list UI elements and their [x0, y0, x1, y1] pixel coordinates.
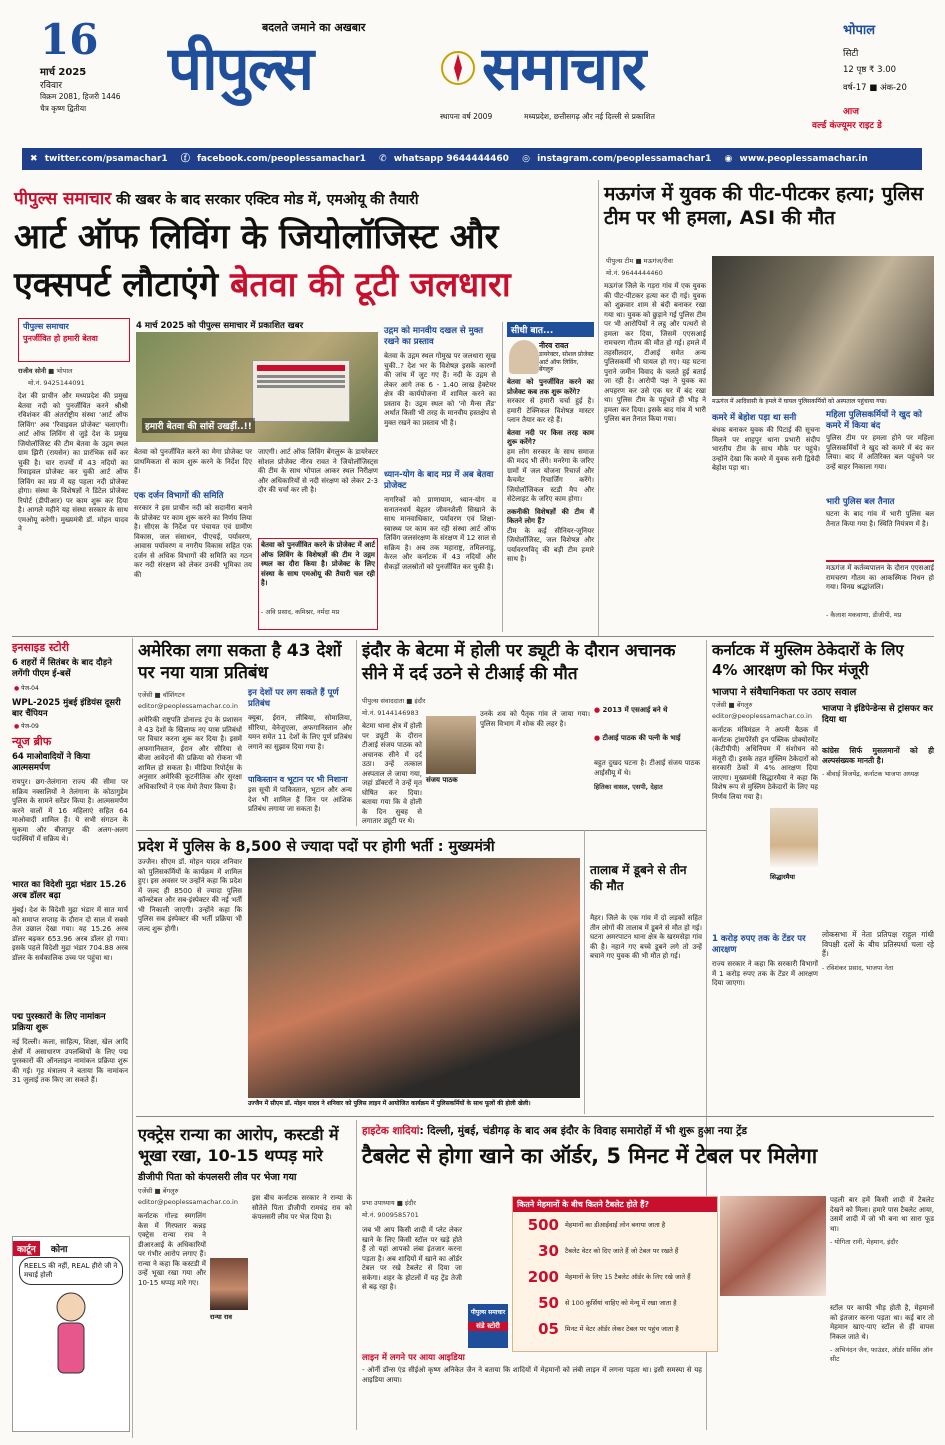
- logo-emblem: [438, 48, 478, 88]
- karnataka-quote-1-box: [822, 746, 934, 866]
- today-event: वर्ल्ड कंज्यूमर राइट डे: [812, 121, 882, 131]
- tablet-kicker-label: हाइटेक शादियां: [362, 1125, 420, 1137]
- lead-kicker-brand: पीपुल्स समाचार: [14, 189, 112, 209]
- date-weekday: रविवार: [40, 81, 63, 91]
- talab-headline: तालाब में डूबने से तीन की मौत: [590, 863, 687, 893]
- karnataka-subhead: भाजपा ने संवैधानिकता पर उठाए सवाल: [712, 687, 857, 698]
- tablet-quote-2-box: [830, 1304, 934, 1428]
- tablet-quote-2-by: - अभिनंदन जैन, फाउंडर, ऑर्डर सर्विस ऑन सीट: [830, 1346, 933, 1363]
- infographic-title: कितने मेहमानों के बीच कितने टैबलेट होते हैं?: [513, 1197, 717, 1212]
- tablet-quote-1-by: - योगिता रानी, मेहमान, इंदौर: [830, 1238, 899, 1246]
- karnataka-byline: एजेंसी ■ बेंगलुरु: [712, 701, 753, 709]
- lead-body-5: बेतवा के उद्गम स्थल गोमुख पर जलधारा सूख चुकी..? देश भर के विशेषज्ञ इसके कारणों की जांच में जुट गए हैं। नदी के उद्गम से लेकर आगे तक 6 - 1.40 लाख हेक्टेयर क्षेत्र की कार्ययोजना में शामिल करने का प्रस्ताव है। उद्गम स्थल को 'नो मैन्स लैंड' अर्थात किसी भी तरह के मानवीय हस्तक्षेप से मुक्त रखने का प्रस्ताव भी है।: [384, 352, 496, 427]
- tablet-kicker: [362, 1124, 748, 1138]
- tablet-quote-1: पहली बार हमें किसी शादी में टैबलेट देखने को मिला। हमारे पास टैबलेट आया, उसमें शादी में जो भी बना था सारा फूड था।: [830, 1196, 934, 1233]
- date-month: मार्च 2025: [40, 67, 87, 78]
- mauganj-body-3: पुलिस टीम पर हमला होने पर महिला पुलिसकर्मियों ने खुद को कमरे में बंद कर लिया। बाद में अतिरिक्त बल पहुंचने पर उन्हें बाहर निकाला गया।: [826, 434, 934, 471]
- mauganj-sub-3: भारी पुलिस बल तैनात: [826, 497, 895, 507]
- tablet-sub: लाइन में लगने पर आया आइडिया: [362, 1353, 465, 1363]
- infographic-rows: [513, 1212, 717, 1342]
- web-icon: ◉: [724, 154, 733, 164]
- infographic-label: मेहमानों के लिए 15 टैबलेट ऑर्डर के लिए रखे जाते हैं: [565, 1273, 691, 1281]
- lead-headline-2b: बेतवा की टूटी जलधारा: [229, 265, 511, 305]
- indore-photo: [426, 716, 476, 774]
- karnataka-sidebox: भाजपा ने इंडिपेन्डेन्स से ट्रांसफर कर दिया था: [822, 704, 933, 725]
- tablet-kicker-rest: : दिल्ली, मुंबई, चंडीगढ़ के बाद अब इंदौर के विवाह समारोहों में भी शुरू हुआ नया ट्रेंड: [419, 1125, 748, 1137]
- mauganj-quote: मऊगंज में कर्तव्यपालन के दौरान एएसआई रामचरण गौतम का आकस्मिक निधन हो गया। विनम्र श्रद्धांजलि।: [826, 564, 934, 591]
- lead-body-6: नागरिकों को प्राणायाम, ध्यान-योग व सनातनधर्म बेहतर जीवनशैली सिखाने के साथ मानवाधिकार, पर्यावरण एवं शिक्षा-स्वास्थ्य पर काम कर रही संस्था आर्ट ऑफ लिविंग जलसंरक्षण के संरक्षण में 12 साल से सक्रिय है। अब तक महाराष्ट्र, तमिलनाडु, केरल और कर्नाटक में 43 नदियों और सैकड़ों जलस्रोतों को पुनर्जीवित कर चुकी है।: [384, 496, 496, 571]
- masthead: [0, 0, 945, 146]
- lead-highlight: [258, 538, 378, 630]
- cartoon-corner: कोना: [50, 1245, 68, 1255]
- brief-header: न्यूज ब्रीफ: [12, 735, 52, 748]
- tablet-photo: [720, 1196, 826, 1296]
- qa-header: सीधी बात...: [507, 322, 594, 337]
- mauganj-headline: मऊगंज में युवक की पीट-पीटकर हत्या; पुलिस टीम पर भी हमला, ASI की मौत: [604, 183, 924, 229]
- infographic-value: 200: [527, 1268, 559, 1286]
- ranya-headline: एक्ट्रेस रान्या का आरोप, कस्टडी में भूखा रखा, 10-15 थप्पड़ मारे: [138, 1125, 339, 1165]
- facebook-icon: ⓕ: [180, 154, 190, 164]
- lead-logo-tag: पुनर्जीवित हो हमारी बेतवा: [23, 334, 98, 343]
- instagram-icon: ◎: [522, 154, 530, 164]
- date-day: 16: [40, 15, 99, 64]
- facebook-link[interactable]: facebook.com/peoplessamachar1: [197, 154, 366, 164]
- indore-body: बेटमा थाना क्षेत्र में होली पर ड्यूटी के दौरान टीआई संजय पाठक को अचानक सीने में दर्द उठा। उन्हें तत्काल अस्पताल ले जाया गया, जहां डॉक्टरों ने उन्हें मृत घोषित कर दिया। बताया गया कि वे होली के दिन सुबह से लगातार ड्यूटी पर थे।: [362, 722, 422, 825]
- lead-logo-small: पीपुल्स समाचार: [23, 322, 69, 331]
- indore-byline: पीपुल्स संवाददाता ■ इंदौर: [362, 697, 426, 705]
- tablet-byline: प्रभा उपाध्याय ■ इंदौर: [362, 1199, 416, 1207]
- brief-3-body: नई दिल्ली। कला, साहित्य, शिक्षा, खेल आदि क्षेत्रों में असाधारण उपलब्धियों के लिए पद्म पुरस्कारों की ऑनलाइन नामांकन प्रक्रिया शुरू की गई। गृह मंत्रालय ने बताया कि नामांकन 31 जुलाई तक किए जा सकते हैं।: [12, 1038, 128, 1084]
- lead-body-3: सरकार ने इस प्राचीन नदी को सदानीरा बनाने के प्रोजेक्ट पर काम शुरू करने का निर्णय लिया है। सीएस के निर्देश पर पंचायत एवं ग्रामीण विकास, जल संसाधन, पीएचई, पर्यावरण, आवास पर्यावरण व नगरीय विकास सहित एक दर्जन से अधिक विभागों की समिति का गठन कर नदी संरक्षण को लेकर उनकी भूमिका तय की: [134, 504, 252, 579]
- recruitment-caption: उज्जैन में सीएम डॉ. मोहन यादव ने शनिवार को पुलिस लाइन में आयोजित कार्यक्रम में पुलिसकर्मियों के साथ फूलों की होली खेली।: [248, 1100, 531, 1107]
- recruitment-photo: [248, 858, 580, 1098]
- karnataka-sub: 1 करोड़ रुपए तक के टेंडर पर आरक्षण: [712, 934, 806, 955]
- lead-logo-box: [18, 318, 130, 362]
- published: मध्यप्रदेश, छत्तीसगढ़ और नई दिल्ली से प्रकाशित: [524, 112, 655, 121]
- mauganj-body-2: बंधक बनाकर युवक की पिटाई की सूचना मिलने पर शाहपुर थाना प्रभारी संदीप भारतीय टीम के साथ मौके पर पहुंचे। उन्होंने देखा कि कमरे में युवक सनी द्विवेदी बेहोश पड़ा था।: [712, 426, 820, 472]
- karnataka-quote-1: कांग्रेस सिर्फ मुसलमानों को ही अल्पसंख्यक मानती है।: [822, 746, 934, 765]
- mauganj-quote-by: - कैलाश मकवाणा, डीजीपी, मप्र: [826, 611, 902, 619]
- tablet-box-tag: संडे स्टोरी: [468, 1322, 508, 1331]
- twitter-link[interactable]: twitter.com/psamachar1: [44, 154, 168, 164]
- founded: स्थापना वर्ष 2009: [440, 112, 493, 121]
- whatsapp-icon: ✆: [379, 154, 387, 164]
- america-email[interactable]: editor@peoplessamachar.co.in: [138, 702, 238, 710]
- lead-author: राजीव सोनी ■ भोपाल: [18, 367, 73, 375]
- inside-header: इनसाइड स्टोरी: [12, 641, 69, 654]
- infographic-row: [513, 1290, 717, 1316]
- infographic-row: [513, 1238, 717, 1264]
- karnataka-body: कर्नाटक मंत्रिमंडल ने अपनी बैठक में कर्नाटक ट्रांसपेरेंसी इन पब्लिक प्रोक्योरमेंट (केटीपीपी) अधिनियम में संशोधन को मंजूरी दी। इसके तहत मुस्लिम ठेकेदारों को सरकारी ठेकों में 4% आरक्षण दिया जाएगा। मुख्यमंत्री सिद्धारमैया ने कहा कि विशेष रूप से मुस्लिम ठेकेदारों के लिए यह निर्णय लिया गया है।: [712, 726, 818, 801]
- karnataka-quote-2: लोकसभा में नेता प्रतिपक्ष राहुल गांधी विपक्षी दलों के बीच प्रतिस्पर्धा चला रहे हैं।: [822, 930, 934, 958]
- cartoon-figure: [46, 1289, 96, 1379]
- brief-1-body: रायपुर। छग-तेलंगाना राज्य की सीमा पर सक्रिय नक्सलियों ने तेलंगाना के कोठागुडेम पुलिस के सामने सरेंडर किया है। आत्मसमर्पण करने वालों में 16 महिलाएं सहित 64 माओवादी शामिल हैं। ये सभी संगठन के सुकमा और बीजापुर की अलग-अलग पदस्थियों में सक्रिय थे।: [12, 778, 128, 843]
- lead-sub-1: एक दर्जन विभागों की समिति: [134, 491, 224, 501]
- qa-a3: टीम के कई सीनियर-जूनियर जियोलॉजिस्ट, जल विशेषज्ञ और पर्यावरणविद् की बड़ी टीम हमारे साथ है।: [507, 526, 594, 563]
- indore-contact: मो.नं. 9144146983: [362, 709, 419, 717]
- mauganj-photo: [712, 256, 934, 396]
- lead-body-4: जाएगी। आर्ट ऑफ लिविंग बेंगलुरू के डायरेक्टर सोशल प्रोजेक्ट नीरव रावत ने जियोलॉजिस्ट्स की टीम के साथ भोपाल आकर स्थल निरीक्षण और अधिकारियों से नदी संरक्षण को लेकर 2-3 दौर की चर्चा कर ली है।: [258, 448, 378, 494]
- inside-item-1-page: ● पेज-04: [14, 684, 39, 692]
- tablet-box-brand: पीपुल्स समाचार: [470, 1309, 506, 1316]
- infographic-value: 05: [538, 1320, 559, 1338]
- mauganj-quote-box: [826, 560, 934, 630]
- america-body-3: इस सूची में पाकिस्तान, भूटान और अन्य देश भी शामिल हैं जिन पर आंशिक प्रतिबंध लगाया जा सकता है।: [248, 786, 352, 813]
- karnataka-body-2: राज्य सरकार ने कहा कि सरकारी विभागों में 1 करोड़ रुपए तक के टेंडर में आरक्षण दिया जाएगा।: [712, 960, 818, 987]
- brief-2-body: मुंबई। देश के विदेशी मुद्रा भंडार में सात मार्च को समाप्त सप्ताह के दौरान दो साल में सबसे तेज उछाल देखा गया। यह 15.26 अरब डॉलर बढ़कर 653.96 अरब डॉलर हो गया। इसके पहले विदेशी मुद्रा भंडार 704.88 अरब डॉलर के सर्वकालिक उच्च पर पहुंचा था।: [12, 906, 128, 962]
- lead-photo-caption-2: 4 मार्च 2025 को पीपुल्स समाचार में प्रकाशित खबर: [136, 321, 304, 331]
- karnataka-photo-name: सिद्धारमैया: [770, 873, 795, 881]
- indore-box-by: हितिका वासल, एसपी, देहात: [594, 783, 663, 791]
- mauganj-byline: पीपुल्स टीम ■ मऊगंज/रीवा: [606, 257, 673, 265]
- qa-q2: बेतवा नदी पर किस तरह काम शुरू करेंगे?: [507, 428, 594, 446]
- indore-box: [594, 706, 700, 826]
- indore-box-3: बहुत दुखद घटना है। टीआई संजय पाठक आईसीयू में थे।: [594, 759, 700, 777]
- lead-photo: [136, 332, 378, 442]
- lead-headline-1: आर्ट ऑफ लिविंग के जियोलॉजिस्ट और: [14, 217, 499, 257]
- pages: 12 पृष्ठ ₹ 3.00: [843, 65, 897, 75]
- karnataka-headline: कर्नाटक में मुस्लिम ठेकेदारों के लिए 4% आरक्षण को फिर मंजूरी: [712, 641, 904, 679]
- today-label: आज: [843, 107, 859, 117]
- cartoon-header: [13, 1237, 129, 1253]
- infographic-label: टैबलेट वेटर को दिए जाते हैं जो टेबल पर रखते हैं: [565, 1247, 679, 1255]
- lead-body-1: देश की प्राचीन और मध्यप्रदेश की प्रमुख बेतवा नदी को पुनर्जीवित करने श्रीश्री रविशंकर की अंतर्राष्ट्रीय संस्था 'आर्ट ऑफ लिविंग' अब 'रिवाइवल प्रोजेक्ट' चलाएगी। आर्ट ऑफ लिविंग से जुड़े देश के प्रमुख जियोलॉजिस्ट की टीम बेतवा के उद्गम स्थल ग्राम झिरी (रायसेन) का प्रारंभिक सर्वे कर चुकी है। चार राज्यों में 43 नदियों का रिवाइवल प्रोजेक्ट कर चुकी आर्ट ऑफ लिविंग का मप्र में यह पहला नदी प्रोजेक्ट होगा। संस्था के विशेषज्ञों ने डिटेल प्रोजेक्ट रिपोर्ट (डीपीआर) पर काम शुरू कर दिया है। आगले महीने यह संस्था सरकार के साथ एमओयू करेगी। मुख्यमंत्री डॉ. मोहन यादव ने: [18, 392, 128, 533]
- ranya-body: कर्नाटक गोल्ड स्मगलिंग केस में गिरफ्तार कन्नड़ एक्ट्रेस रान्या राव ने डीआरआई के अधिकारियों पर गंभीर आरोप लगाए हैं। रान्या ने कहा कि कस्टडी में उन्हें भूखा रखा गया और 10-15 थप्पड़ मारे गए।: [138, 1212, 206, 1287]
- tablet-sunday-box: [468, 1304, 508, 1348]
- infographic-label: से 100 कुर्सियां चाहिए को मेन्यू में रखा जाता है: [565, 1299, 677, 1307]
- lead-sub-2: उद्गम को मानवीय दखल से मुक्त रखने का प्रस्ताव: [384, 326, 484, 347]
- lead-highlight-by: - अवि प्रसाद, कमिश्नर, नर्मदा मप्र: [261, 608, 340, 616]
- social-bar: [22, 148, 922, 170]
- indore-box-2: ● टीआई पाठक की पत्नी के भाई: [594, 734, 700, 744]
- recruitment-body: उज्जैन। सीएम डॉ. मोहन यादव शनिवार को पुलिसकर्मियों के कार्यक्रम में शामिल हुए। इस अवसर पर उन्होंने कहा कि प्रदेश में जल्द ही 8500 से ज्यादा पुलिस कॉन्स्टेबल और सब-इंस्पेक्टर की नई भर्ती भी निकाली जाएगी। उन्होंने कहा कि पुलिस सब इंस्पेक्टर की भर्ती प्रक्रिया भी जल्द शुरू होगी।: [138, 858, 242, 933]
- indore-box-1: ● 2013 में एसआई बने थे: [594, 706, 700, 716]
- title-right: समाचार: [482, 34, 645, 104]
- indore-photo-name: संजय पाठक: [426, 776, 458, 784]
- infographic-value: 50: [538, 1294, 559, 1312]
- tablet-headline: टैबलेट से होगा खाने का ऑर्डर, 5 मिनट में टेबल पर मिलेगा: [362, 1144, 818, 1168]
- mauganj-contact: मो.नं. 9644444460: [606, 269, 663, 277]
- lead-place: भोपाल: [56, 367, 73, 375]
- lead-headline-2: [14, 264, 594, 306]
- lead-highlight-text: बेतवा को पुनर्जीवित करने के प्रोजेक्ट में आर्ट ऑफ लिविंग के विशेषज्ञों की टीम ने उद्गम स्थल का दौरा किया है। प्रोजेक्ट के लिए संस्था के साथ एमओयू की तैयारी चल रही है।: [261, 541, 375, 587]
- lead-photo-caption-1: हमारी बेतवा की सांसें उखड़ीं..!!: [142, 418, 255, 433]
- tagline: बदलते जमाने का अखबार: [262, 21, 366, 34]
- qa-q3: तकनीकी विशेषज्ञों की टीम में कितने लोग हैं?: [507, 507, 594, 525]
- recruitment-headline: प्रदेश में पुलिस के 8,500 से ज्यादा पदों पर होगी भर्ती : मुख्यमंत्री: [138, 839, 495, 855]
- title-left: पीपुल्स: [168, 34, 313, 104]
- america-byline: एजेंसी ■ वॉशिंगटन: [138, 691, 185, 699]
- qa-a1: सरकार से हमारी चर्चा हुई है। हमारी टेक्निकल विशेषज्ञ मास्टर प्लान तैयार कर रहे हैं।: [507, 397, 594, 424]
- tablet-body: जब भी आप किसी शादी में प्लेट लेकर खाने के लिए किसी स्टॉल पर खड़े होते हैं तो यहां आपको लंबा इंतजार करना पड़ता है। अब शादियों में खाने का ऑर्डर टेबल पर रखे टैबलेट से दिया जा सकेगा। शहर के होटलों में यह ट्रेंड तेजी से बढ़ रहा है।: [362, 1226, 462, 1291]
- ranya-body-2: इस बीच कर्नाटक सरकार ने रान्या के सौतेले पिता डीजीपी रामचंद्र राव को कंपलसरी लीव पर भेज दिया है।: [252, 1194, 352, 1221]
- cartoon-label: कार्टून: [13, 1241, 40, 1256]
- infographic-value: 30: [538, 1242, 559, 1260]
- america-sub-2: पाकिस्तान व भूटान पर भी निशाना: [248, 775, 348, 784]
- lead-kicker-text: की खबर के बाद सरकार एक्टिव मोड में, एमओयू की तैयारी: [116, 192, 419, 208]
- tablet-quote-1-box: [830, 1196, 934, 1300]
- lead-sub-3: ध्यान-योग के बाद मप्र में अब बेतवा प्रोजेक्ट: [384, 470, 494, 491]
- inside-item-2[interactable]: WPL-2025 मुंबई इंडियंस दूसरी बार चैंपियन: [12, 698, 121, 719]
- infographic-row: [513, 1264, 717, 1290]
- infographic-row: [513, 1212, 717, 1238]
- lead-photo-inset: [252, 360, 350, 422]
- indore-headline: इंदौर के बेटमा में होली पर ड्यूटी के दौरान अचानक सीने में दर्द उठने से टीआई की मौत: [362, 641, 676, 684]
- america-body: अमेरिकी राष्ट्रपति डोनाल्ड ट्रंप के प्रशासन ने 43 देशों के खिलाफ नए यात्रा प्रतिबंधों पर विचार करना शुरू कर दिया है। इसमें अफगानिस्तान, ईरान और सीरिया से बीजा आवेदनों की प्रक्रिया को रोकना भी शामिल हो सकता है। मीडिया रिपोर्ट्स के अनुसार अमेरिकी कूटनीतिक और सुरक्षा अधिकारियों ने एक मेमो तैयार किया है।: [138, 716, 242, 791]
- brief-2-title: भारत का विदेशी मुद्रा भंडार 15.26 अरब डॉलर बढ़ा: [12, 880, 127, 901]
- edition: सिटी: [843, 49, 859, 59]
- lead-body-2: बेतवा को पुनर्जीवित करने का मेगा प्रोजेक्ट पर प्राथमिकता से काम शुरू करने के निर्देश दिए हैं।: [134, 448, 252, 475]
- qa-person-icon: [509, 340, 539, 374]
- infographic-label: मिनट में वेटर ऑर्डर लेकर टेबल पर पहुंच जाता है: [565, 1325, 679, 1333]
- america-sub: इन देशों पर लग सकते हैं पूर्ण प्रतिबंध: [248, 688, 339, 709]
- tablet-body-2: - ओर्नी डॉन्स एंड सीईओ कृष्ण अनिकेत जैन ने बताया कि शादियों में मेहमानों को लंबी लाइन में लगना पड़ता था। इसी समस्या से यह आइडिया आया।: [362, 1366, 702, 1384]
- date-vikram: विक्रम 2081, हिजरी 1446: [40, 92, 121, 101]
- tablet-quote-2: स्टॉल पर काफी भीड़ होती है, मेहमानों को इंतजार करना पड़ता था। कई बार तो मेहमान खाए-पाए स्टॉल से ही वापस निकल जाते थे।: [830, 1304, 934, 1341]
- infographic-label: मेहमानों का डीआईवाई लोन बनाया जाता है: [565, 1221, 666, 1229]
- qa-q1: बेतवा को पुनर्जीवित करने का प्रोजेक्ट कब तक शुरू करेंगे?: [507, 378, 594, 396]
- lead-headline-2a: एक्सपर्ट लौटाएंगे: [14, 265, 219, 305]
- brief-3-title: पद्म पुरस्कारों के लिए नामांकन प्रक्रिया शुरू: [12, 1012, 106, 1033]
- ranya-email[interactable]: editor@peoplessamachar.co.in: [138, 1198, 238, 1206]
- mauganj-body: मऊगंज जिले के गड़रा गांव में एक युवक की पीट-पीटकर हत्या कर दी गई। युवक को शुक्रवार शाम से बंदी बनाकर रखा गया था। युवक को छुड़ाने गई पुलिस टीम पर भी आरोपियों ने लट्ठ और पत्थरों से हमला कर दिया, जिसमें एएसआई रामचरण गौतम की मौत हो गई। हमले में तहसीलदार, टीआई समेत अन्य पुलिसकर्मी भी घायल हो गए। यह घटना पुराने जमीन विवाद के चलते हुई बताई जा रही है। आरोपी पक्ष ने युवक का अपहरण कर उसे एक घर में बंद रखा था। पुलिस टीम के पहुंचते ही भीड़ ने हमला कर दिया। इसके बाद गांव में भारी पुलिस बल तैनात किया गया।: [604, 282, 706, 423]
- tablet-contact: मो.नं. 9009585701: [362, 1211, 419, 1219]
- karnataka-email[interactable]: editor@peoplessamachar.co.in: [712, 712, 812, 720]
- web-link[interactable]: www.peoplessamachar.in: [739, 154, 868, 164]
- mauganj-photo-caption: मऊगंज में आदिवासी के हमले में घायल पुलिसकर्मियों को अस्पताल पहुंचाया गया।: [712, 398, 887, 405]
- infographic-value: 500: [527, 1216, 559, 1234]
- qa-box: [502, 322, 594, 632]
- city: भोपाल: [843, 23, 876, 38]
- ranya-photo: [210, 1258, 248, 1310]
- brief-1-title: 64 माओवादियों ने किया आत्मसमर्पण: [12, 752, 91, 773]
- karnataka-quote-1-by: - बीवाई विजयेंद्र, कर्नाटक भाजपा अध्यक्ष: [822, 770, 919, 778]
- cartoon-bubble: REELS की नहीं, REAL हीरो जी ने मचाई होली: [19, 1257, 123, 1285]
- ranya-subhead: डीजीपी पिता को कंपलसरी लीव पर भेजा गया: [138, 1172, 297, 1183]
- tablet-infographic: [512, 1196, 718, 1352]
- instagram-link[interactable]: instagram.com/peoplessamachar1: [537, 154, 712, 164]
- america-body-2: क्यूबा, ईरान, लीबिया, सोमालिया, सीरिया, वेनेजुएला, अफगानिस्तान और यमन समेत 11 देशों के लिए पूर्ण प्रतिबंध लगाने का सुझाव दिया गया है।: [248, 714, 352, 751]
- lead-contact: मो.नं. 9425144091: [28, 379, 85, 387]
- year-issue: वर्ष-17 ■ अंक-20: [843, 83, 907, 93]
- qa-name: नीरव रावत: [539, 341, 569, 350]
- america-headline: अमेरिका लगा सकता है 43 देशों पर नया यात्रा प्रतिबंध: [138, 641, 342, 683]
- qa-role: डायरेक्टर, सोशल प्रोजेक्ट आर्ट ऑफ लिविंग, बेंगलुरु: [539, 351, 594, 373]
- ranya-byline: एजेंसी ■ बेंगलुरु: [138, 1187, 179, 1195]
- infographic-row: [513, 1316, 717, 1342]
- cartoon-box: [12, 1236, 130, 1432]
- mauganj-sub-1: कमरे में बेहोश पड़ा था सनी: [712, 413, 797, 423]
- twitter-icon: ✖: [30, 154, 38, 164]
- karnataka-quote-2-by: - रविशंकर प्रसाद, भाजपा नेता: [822, 963, 894, 972]
- karnataka-quote-2-box: [822, 930, 934, 1120]
- talab-body: मैहर। जिले के एक गांव में दो लड़कों सहित तीन लोगों की तालाब में डूबने से मौत हो गई। घटना अमरपाटन थाना क्षेत्र के खरमसेड़ा गांव की है। नहाने गए बच्चे डूबने लगे तो उन्हें बचाने गए युवक की भी मौत हो गई।: [590, 914, 702, 960]
- whatsapp-link[interactable]: whatsapp 9644444460: [393, 154, 509, 164]
- mauganj-body-4: घटना के बाद गांव में भारी पुलिस बल तैनात किया गया है। स्थिति नियंत्रण में है।: [826, 510, 934, 528]
- inside-item-1[interactable]: 6 शहरों में सितंबर के बाद दौड़ने लगेंगी पीएम ई-बसें: [12, 658, 112, 679]
- date-chaitra: चैत्र कृष्ण द्वितीया: [40, 104, 87, 113]
- indore-body-2: उनके शव को पैतृक गांव ले जाया गया। पुलिस विभाग में शोक की लहर है।: [480, 710, 590, 728]
- qa-a2: हम लोग सरकार के साथ समाज की मदद भी लेंगे। मनरेगा के जरिए ग्रामों में जल योजना रिचार्ज और कैचमेंट रिचार्जिंग करेंगे। जियोलॉजिकल स्टडी मैप और सेटेलाइट के जरिए काम होगा।: [507, 447, 594, 503]
- lead-kicker: [14, 186, 589, 209]
- lead-author-name: राजीव सोनी: [18, 367, 47, 375]
- inside-item-2-page: ● पेज-09: [14, 722, 39, 730]
- mauganj-sub-2: महिला पुलिसकर्मियों ने खुद को कमरे में किया बंद: [826, 410, 922, 431]
- ranya-photo-name: रान्या राव: [210, 1313, 232, 1321]
